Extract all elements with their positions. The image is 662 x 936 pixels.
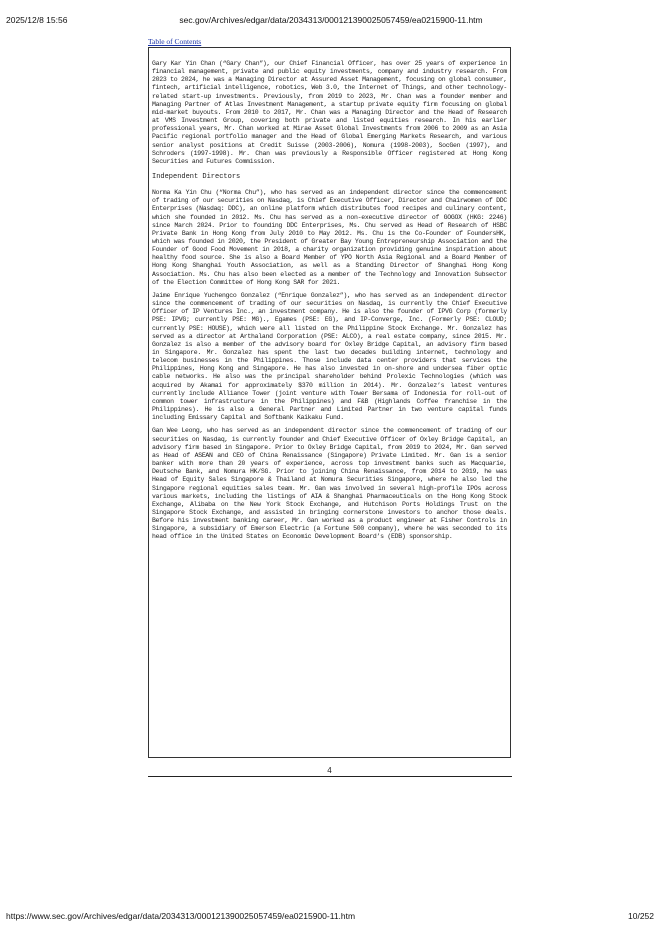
gan-bio-paragraph: Gan Wee Leong, who has served as an independent director since the commencement of trading of our securities on Nasdaq, is currently founder and Chief Executive Officer of Oxley Bridge Capital, an advisory firm based in Singapore. Prior to Oxley Bridge Capital, from 2019 to 2024, Mr. Gan served as Head of ASEAN and CEO of China Renaissance (Singapore) Private Limited. Mr. Gan is a senior banker with more than 20 years of experience, across top investment banks such as Macquarie, Deutsche Bank, and Nomura HK/SG. Prior to joining China Renaissance, from 2014 to 2019, he was Head of Equity Sales Singapore & Thailand at Nomura Securities Singapore, where he also led the Singapore regional equities sales team. Mr. Gan was involved in several high-profile IPOs across various markets, including the listings of AIA & Shanghai Pharmaceuticals on the Hong Kong Stock Exchange, Alibaba on the New York Stock Exchange, and Hutchison Ports Holdings Trust on the Singapore Stock Exchange, and assisted in bringing cornerstone investors to anchor those deals. Before his investment banking career, Mr. Gan worked as a product engineer at Fisher Controls in Singapore, a subsidiary of Emerson Electric (a Fortune 500 company), where he was seconded to its head office in the United States on Economic Development Board’s (EDB) sponsorship.: [152, 427, 507, 541]
page-number: 4: [327, 766, 332, 775]
print-header: [0, 15, 662, 27]
print-datetime: 2025/12/8 15:56: [6, 15, 68, 25]
document-page: [148, 47, 511, 758]
table-of-contents-link[interactable]: Table of Contents: [148, 37, 202, 46]
page-divider: [148, 776, 512, 777]
print-footer-url: https://www.sec.gov/Archives/edgar/data/2034313/000121390025057459/ea0215900-11.htm: [6, 911, 356, 921]
gonzalez-bio-paragraph: Jaime Enrique Yuchengco Gonzalez (“Enrique Gonzalez”), who has served as an independent director since the commencement of trading of our securities on Nasdaq, is currently the Chief Executive Officer of IP Ventures Inc., an investment company. He is also the founder of IPVG Corp (formerly PSE: IPVG; currently PSE: MG)., Egames (PSE: EG), and IP-Converge, Inc. (Formerly PSE: CLOUD; currently PSE: HOUSE), which were all listed on the Philippine Stock Exchange. Mr. Gonzalez has served as a director at Arthaland Corporation (PSE: ALCO), a real estate company, since 2015. Mr. Gonzalez is also a member of the advisory board for Oxley Bridge Capital, an advisory firm based in Singapore. Mr. Gonzalez has spent the last two decades building internet, technology and telecom businesses in the Philippines. Those include data center providers that services the Philippines, Hong Kong and Singapore. He has also invested in on-shore and undersea fiber optic cable networks. He also was the principal shareholder behind Prolexic Technologies (which was acquired by Akamai for approximately $370 million in 2014). Mr. Gonzalez’s latest ventures currently include Alliance Tower (joint venture with Tower Bersama of Indonesia for roll-out of common tower infrastructure in the Philippines) and F&B (Highlands Coffee franchise in the Philippines). He is also a General Partner and Limited Partner in two venture capital funds including Emissary Capital and Softbank Kaikaku Fund.: [152, 291, 507, 422]
print-header-url: sec.gov/Archives/edgar/data/2034313/000121390025057459/ea0215900-11.htm: [179, 15, 483, 25]
independent-directors-heading: Independent Directors: [152, 173, 241, 182]
cfo-bio-paragraph: Gary Kar Yin Chan (“Gary Chan”), our Chief Financial Officer, has over 25 years of experience in financial management, private and public equity investments, company and industry research. From 2023 to 2024, he was a Managing Director at Assured Asset Management, focusing on global consumer, fintech, artificial intelligence, robotics, Web 3.0, the Internet of Things, and other technology-related start-up investments. Previously, from 2019 to 2023, Mr. Chan was a founder member and Managing Partner of Atlas Investment Management, a startup private equity firm focusing on global mid-market buyouts. From 2010 to 2017, Mr. Chan was a Managing Director and the Head of Research at VMS Investment Group, covering both private and listed equities research. In his earlier professional years, Mr. Chan worked at Mirae Asset Global Investments from 2006 to 2009 as an Asia Pacific regional portfolio manager and the Head of Global Emerging Markets Research, and various senior analyst positions at Credit Suisse (2003-2006), Nomura (1998-2003), SocGen (1997), and Schroders (1997-1998). Mr. Chan was previously a Responsible Officer registered at Hong Kong Securities and Futures Commission.: [152, 60, 507, 165]
print-page-indicator: 10/252: [628, 911, 654, 921]
chu-bio-paragraph: Norma Ka Yin Chu (“Norma Chu”), who has served as an independent director since the commencement of trading of our securities on Nasdaq, is Chief Executive Officer, Director and Chairwomen of DDC Enterprises (Nasdaq: DDC), an online platform which distributes food recipes and culinary content, which she founded in 2012. Ms. Chu has served as a non-executive director of GOGOX (HKG: 2246) since March 2024. Prior to founding DDC Enterprises, Ms. Chu served as Head of Research of HSBC Private Bank in Hong Kong from July 2010 to May 2012. Ms. Chu is the Co-Founder of FoundersHK, which was founded in 2020, the President of Greater Bay Young Entrepreneurship Association and the Founder of Good Food Movement in 2018, a charity organization providing genuine inspiration about healthy food source. She is also a Board Member of YPO North Asia Regional and a Board Member of Hong Kong Shanghai Youth Association, as well as a Standing Director of Shanghai Hong Kong Association. Ms. Chu has also been elected as a member of the Technology and Innovation Subsector of the Election Committee of Hong Kong SAR for 2021.: [152, 189, 507, 286]
print-footer: [0, 911, 662, 923]
